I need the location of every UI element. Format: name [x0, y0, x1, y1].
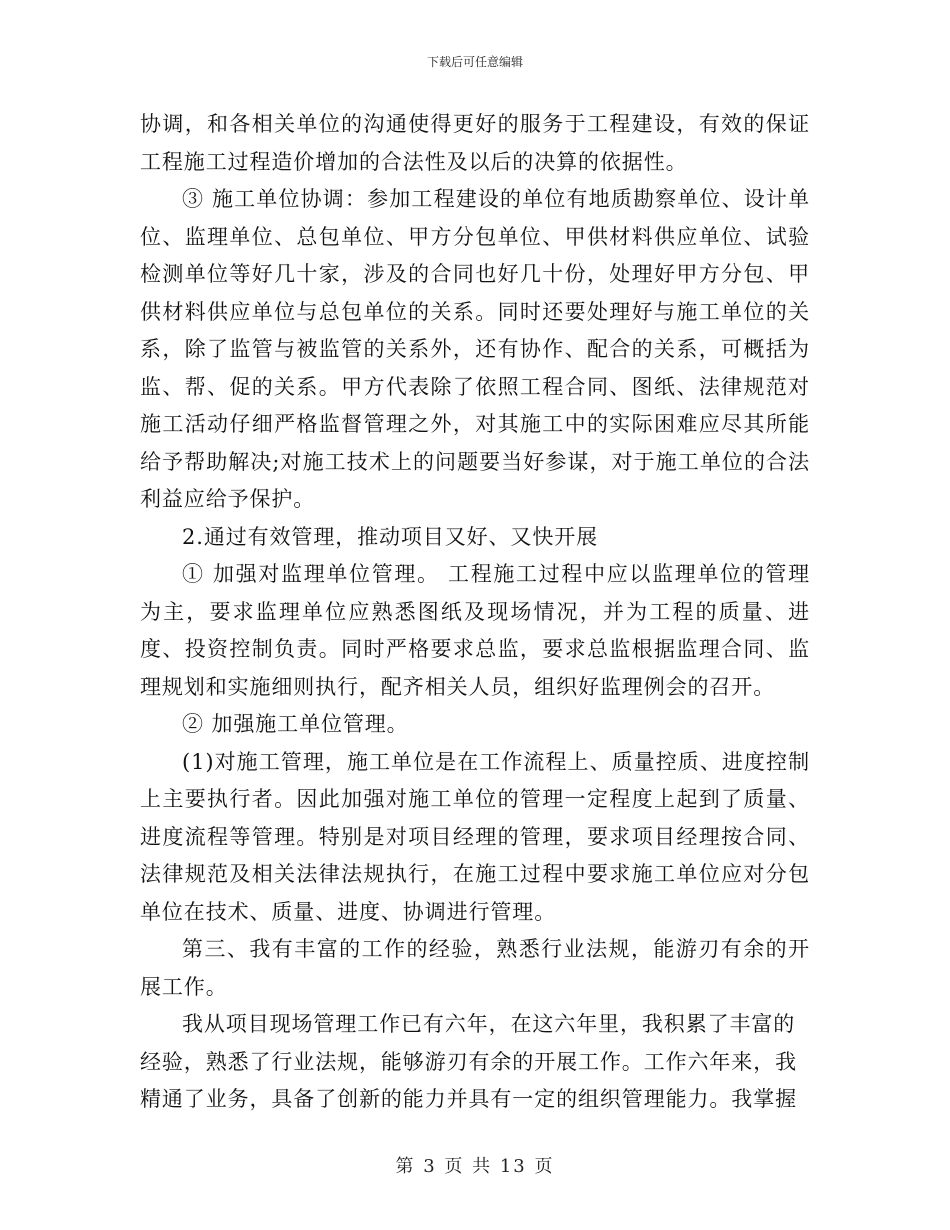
paragraph-5: ② 加强施工单位管理。 [182, 712, 409, 736]
page-header-note: 下载后可任意编辑 [426, 55, 523, 69]
paragraph-8: 我从项目现场管理工作已有六年，在这六年里，我积累了丰富的经验，熟悉了行业法规，能够游刃有余的开展工作。工作六年来，我精通了业务，具备了创新的能力并具有一定的组织管理能力。我掌握 [140, 1012, 797, 1111]
paragraph-7: 第三、我有丰富的工作的经验，熟悉行业法规，能游刃有余的开展工作。 [140, 937, 810, 999]
paragraph-3-heading: 2.通过有效管理，推动项目又好、又快开展 [182, 524, 599, 549]
document-body [140, 106, 810, 1119]
paragraph-1: 协调，和各相关单位的沟通使得更好的服务于工程建设，有效的保证工程施工过程造价增加的合法性及以后的决算的依据性。 [140, 112, 810, 174]
page-number-footer: 第 3 页 共 13 页 [395, 1156, 555, 1177]
paragraph-6: (1)对施工管理，施工单位是在工作流程上、质量控质、进度控制上主要执行者。因此加强对施工单位的管理一定程度上起到了质量、进度流程等管理。特别是对项目经理的管理，要求项目经理按合同、法律规范及相关法律法规执行，在施工过程中要求施工单位应对分包单位在技术、质量、进度、协调进行管理。 [140, 749, 810, 924]
paragraph-2: ③ 施工单位协调：参加工程建设的单位有地质勘察单位、设计单位、监理单位、总包单位、甲方分包单位、甲供材料供应单位、试验检测单位等好几十家，涉及的合同也好几十份，处理好甲方分包、甲供材料供应单位与总包单位的关系。同时还要处理好与施工单位的关系，除了监管与被监管的关系外，还有协作、配合的关系，可概括为监、帮、促的关系。甲方代表除了依照工程合同、图纸、法律规范对施工活动仔细严格监督管理之外，对其施工中的实际困难应尽其所能给予帮助解决;对施工技术上的问题要当好参谋，对于施工单位的合法利益应给予保护。 [140, 187, 810, 511]
paragraph-4: ① 加强对监理单位管理。 工程施工过程中应以监理单位的管理为主，要求监理单位应熟悉图纸及现场情况，并为工程的质量、进度、投资控制负责。同时严格要求总监，要求总监根据监理合同、监理规划和实施细则执行，配齐相关人员，组织好监理例会的召开。 [140, 562, 810, 699]
